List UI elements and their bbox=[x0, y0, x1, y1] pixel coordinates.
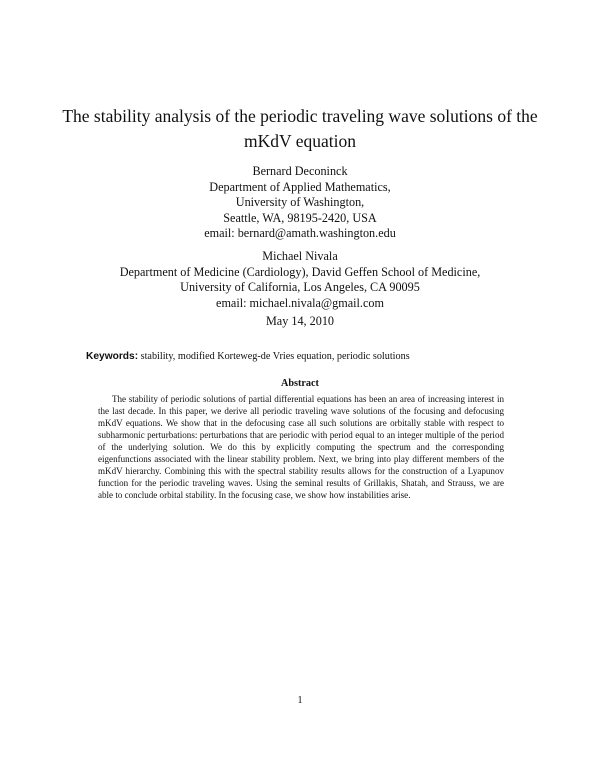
author-name: Bernard Deconinck bbox=[252, 164, 348, 178]
abstract-body: The stability of periodic solutions of partial differential equations has been an area of increasing interest in the last decade. In this paper, we derive all periodic traveling wave solutions of the focusing and defocusing mKdV equations. We show that in the defocusing case all such solutions are orbitally stable with respect to subharmonic perturbations: perturbations that are periodic with period equal to an integer multiple of the period of the underlying solution. We do this by explicitly computing the spectrum and the corresponding eigenfunctions associated with the linear stability problem. Next, we bring into play different members of the mKdV hierarchy. Combining this with the spectral stability results allows for the construction of a Lyapunov function for the periodic traveling waves. Using the seminal results of Grillakis, Shatah, and Strauss, we are able to conclude orbital stability. In the focusing case, we show how instabilities arise. bbox=[98, 394, 504, 501]
keywords-label: Keywords: bbox=[86, 351, 139, 362]
author-affiliation-address: Seattle, WA, 98195-2420, USA bbox=[223, 210, 377, 225]
paper-date: May 14, 2010 bbox=[265, 314, 335, 328]
author-affiliation-university: University of Washington, bbox=[235, 195, 365, 210]
author-block-nivala bbox=[60, 249, 540, 311]
abstract-heading: Abstract bbox=[281, 378, 319, 389]
author-affiliation-department: Department of Applied Mathematics, bbox=[209, 179, 391, 194]
keywords-text: stability, modified Korteweg-de Vries equation, periodic solutions bbox=[140, 351, 410, 362]
author-email: email: michael.nivala@gmail.com bbox=[216, 295, 384, 310]
paper-title: The stability analysis of the periodic traveling wave solutions of the mKdV equation bbox=[62, 106, 538, 151]
keywords-line bbox=[86, 351, 526, 362]
author-affiliation-department: Department of Medicine (Cardiology), David Geffen School of Medicine, bbox=[119, 264, 481, 279]
author-name: Michael Nivala bbox=[262, 249, 338, 263]
author-email: email: bernard@amath.washington.edu bbox=[204, 226, 396, 241]
page-number: 1 bbox=[297, 695, 303, 706]
author-block-deconinck bbox=[60, 164, 540, 242]
author-affiliation-university: University of California, Los Angeles, CA 90095 bbox=[180, 280, 420, 295]
